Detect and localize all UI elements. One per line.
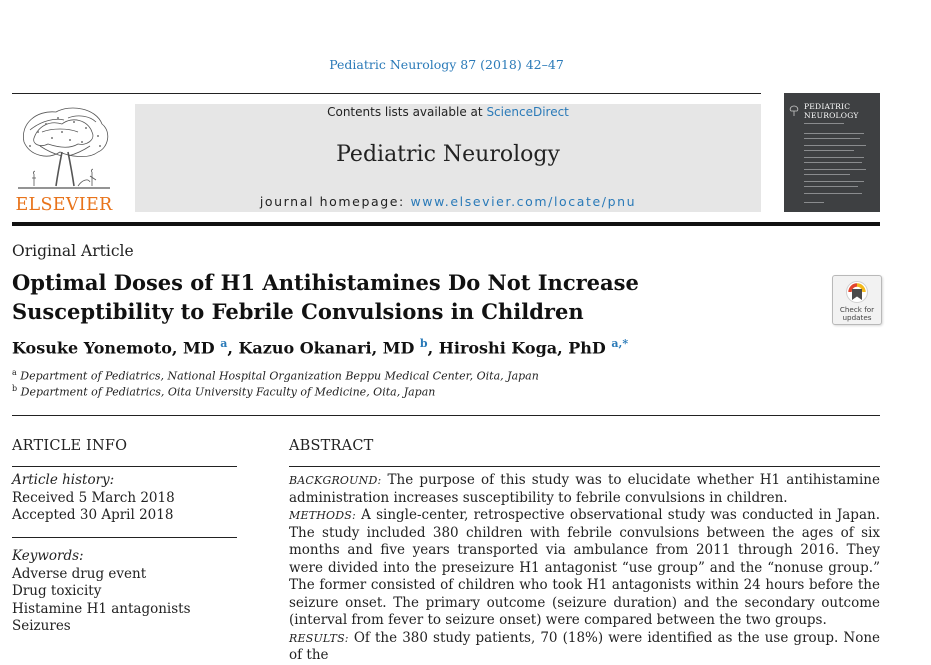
cover-text-line — [804, 133, 864, 134]
cover-title — [804, 103, 859, 120]
contents-line — [135, 105, 761, 119]
affiliation-a — [12, 368, 539, 383]
cover-text-line — [804, 181, 864, 182]
article-title-line2: Susceptibility to Febrile Convulsions in Children — [12, 299, 584, 324]
elsevier-wordmark: ELSEVIER — [15, 195, 113, 215]
sciencedirect-link[interactable]: ScienceDirect — [486, 105, 569, 119]
keyword-item: Histamine H1 antagonists — [12, 600, 191, 617]
cover-text-line — [804, 123, 844, 124]
elsevier-tree-icon — [12, 102, 116, 194]
author-list — [12, 337, 628, 357]
author-affil-link[interactable]: b — [419, 337, 428, 350]
contents-prefix: Contents lists available at — [327, 105, 487, 119]
author-separator: , — [427, 338, 439, 358]
methods-text: A single-center, retrospective observational study was conducted in Japan. The study included 380 children with febrile convulsions between the ages of six months and five years transported via ambulance from 2011 through 2016. They were divided into the preseizure H1 antagonist “use group” and the “nonuse group.” The former consisted of children who took H1 antagonists within 24 hours before the seizure onset. The primary outcome (seizure duration) and the secondary outcome (interval from fever to seizure onset) were compared between the two groups. — [289, 507, 880, 628]
cover-text-line — [804, 162, 862, 163]
corresponding-author-mark[interactable]: * — [622, 337, 629, 350]
heading-divider — [12, 415, 880, 416]
check-label-line2: updates — [842, 312, 872, 322]
check-label-line1: Check for — [839, 305, 875, 314]
background-text: The purpose of this study was to elucidate whether H1 antihistamine administration increases susceptibility to febrile convulsions in children. — [289, 472, 880, 506]
masthead-bottom-rule — [12, 222, 880, 226]
affiliation-text: Department of Pediatrics, National Hospital Organization Beppu Medical Center, Oita, Japan — [20, 369, 539, 383]
keyword-item: Adverse drug event — [12, 565, 147, 582]
cover-tree-icon — [789, 105, 799, 117]
history-label: Article history: — [12, 472, 115, 488]
journal-banner — [135, 104, 761, 212]
homepage-line — [135, 194, 761, 209]
abstract-results — [289, 630, 880, 665]
background-label: BACKGROUND: — [289, 474, 382, 487]
abstract-heading: ABSTRACT — [289, 438, 374, 454]
cover-text-line — [804, 138, 860, 139]
affiliation-key: b — [12, 384, 18, 393]
results-label: RESULTS: — [289, 631, 349, 645]
cover-text-line — [804, 186, 858, 187]
author-affil-link[interactable] — [611, 337, 628, 350]
article-title-line1: Optimal Doses of H1 Antihistamines Do Not Increase — [12, 270, 639, 295]
cover-text-line — [804, 169, 866, 170]
cover-text-line — [804, 150, 854, 151]
abstract-body — [289, 472, 880, 665]
affil-key: a, — [611, 337, 623, 350]
author-separator: , — [227, 338, 239, 358]
cover-text-line — [804, 202, 824, 203]
article-type: Original Article — [12, 242, 134, 260]
methods-label: METHODS: — [289, 509, 356, 522]
journal-cover-thumbnail[interactable] — [784, 93, 880, 212]
cover-text-line — [804, 157, 864, 158]
article-info-rule — [12, 466, 237, 467]
check-for-updates-icon — [845, 280, 869, 306]
homepage-prefix: journal homepage: — [259, 194, 411, 209]
article-title — [12, 268, 772, 326]
abstract-methods — [289, 507, 880, 630]
author-name[interactable]: Hiroshi Koga, PhD — [438, 338, 606, 358]
cover-text-line — [804, 145, 866, 146]
cover-text-line — [804, 193, 862, 194]
cover-title-line2: NEUROLOGY — [804, 110, 859, 120]
affiliation-b — [12, 384, 435, 399]
keywords-rule — [12, 537, 237, 538]
accepted-date: Accepted 30 April 2018 — [12, 507, 174, 523]
received-date: Received 5 March 2018 — [12, 489, 175, 506]
check-for-updates-button[interactable] — [832, 275, 882, 325]
keyword-item: Drug toxicity — [12, 583, 102, 599]
journal-title[interactable]: Pediatric Neurology — [336, 142, 560, 167]
article-info-heading: ARTICLE INFO — [12, 438, 128, 454]
journal-citation[interactable]: Pediatric Neurology 87 (2018) 42–47 — [329, 57, 564, 72]
author-affil-link[interactable]: a — [220, 337, 228, 350]
affiliation-key: a — [12, 368, 17, 377]
keywords-label: Keywords: — [12, 548, 84, 564]
cover-text-line — [804, 174, 850, 175]
keyword-item: Seizures — [12, 618, 71, 634]
author-name[interactable]: Kosuke Yonemoto, MD — [12, 338, 215, 358]
check-for-updates-label — [833, 306, 881, 321]
affiliation-text: Department of Pediatrics, Oita University Faculty of Medicine, Oita, Japan — [20, 385, 436, 399]
abstract-background — [289, 472, 880, 507]
author-name[interactable]: Kazuo Okanari, MD — [238, 338, 415, 358]
abstract-rule — [289, 466, 880, 467]
results-text: Of the 380 study patients, 70 (18%) were identified as the use group. None of the — [289, 629, 881, 663]
journal-homepage-link[interactable]: www.elsevier.com/locate/pnu — [410, 194, 637, 209]
masthead-top-rule — [12, 93, 761, 94]
cover-title-line1: PEDIATRIC — [804, 102, 851, 111]
